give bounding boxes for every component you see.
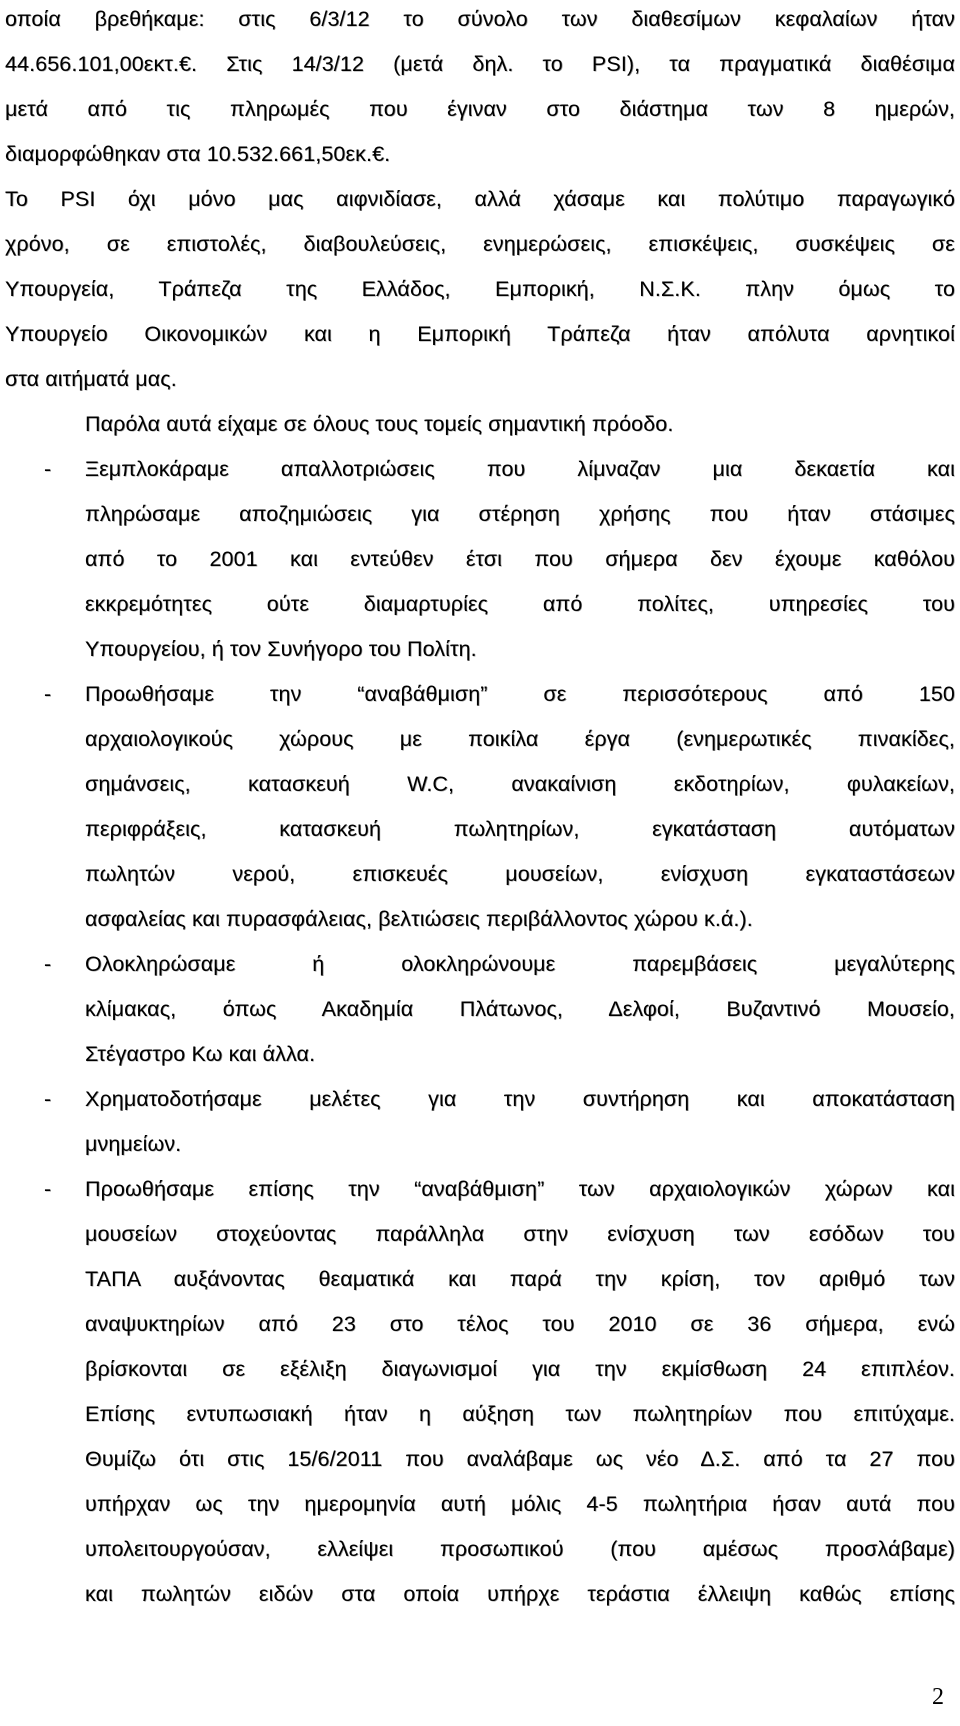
bullet-line: Ολοκληρώσαμε ή ολοκληρώνουμε παρεμβάσεις μεγαλύτερης	[85, 952, 955, 976]
bullet-line: περιφράξεις, κατασκευή πωλητηρίων, εγκατάσταση αυτόματων	[85, 817, 955, 841]
text-line: Υπουργεία, Τράπεζα της Ελλάδος, Εμπορική, Ν.Σ.Κ. πλην όμως το	[5, 277, 955, 301]
bullet-line: μουσείων στοχεύοντας παράλληλα στην ενίσχυση των εσόδων του	[85, 1222, 955, 1246]
bullet-marker: -	[44, 1087, 52, 1111]
bullet-line: αναψυκτηρίων από 23 στο τέλος του 2010 σε 36 σήμερα, ενώ	[85, 1312, 955, 1336]
bullet-line: πωλητών νερού, επισκευές μουσείων, ενίσχυση εγκαταστάσεων	[85, 862, 955, 886]
bullet-line: Προωθήσαμε επίσης την “αναβάθμιση” των αρχαιολογικών χώρων και	[85, 1177, 955, 1201]
bullet-marker: -	[44, 457, 52, 481]
text-line: οποία βρεθήκαμε: στις 6/3/12 το σύνολο των διαθεσίμων κεφαλαίων ήταν	[5, 7, 955, 31]
bullet-line: Υπουργείου, ή τον Συνήγορο του Πολίτη.	[85, 637, 477, 661]
bullet-line: Προωθήσαμε την “αναβάθμιση” σε περισσότερους από 150	[85, 682, 955, 706]
bullet-line: ασφαλείας και πυρασφάλειας, βελτιώσεις περιβάλλοντος χώρου κ.ά.).	[85, 907, 753, 931]
bullet-line: υπήρχαν ως την ημερομηνία αυτή μόλις 4-5 πωλητήρια ήσαν αυτά που	[85, 1492, 955, 1516]
bullet-line: και πωλητών ειδών στα οποία υπήρχε τεράστια έλλειψη καθώς επίσης	[85, 1582, 955, 1606]
text-line: διαμορφώθηκαν στα 10.532.661,50εκ.€.	[5, 142, 391, 166]
text-line: μετά από τις πληρωμές που έγιναν στο διάστημα των 8 ημερών,	[5, 97, 955, 121]
bullet-line: κλίμακας, όπως Ακαδημία Πλάτωνος, Δελφοί, Βυζαντινό Μουσείο,	[85, 997, 955, 1021]
bullet-marker: -	[44, 682, 52, 706]
bullet-line: Στέγαστρο Κω και άλλα.	[85, 1042, 316, 1066]
text-line: Υπουργείο Οικονομικών και η Εμπορική Τράπεζα ήταν απόλυτα αρνητικοί	[5, 322, 955, 346]
bullet-line: πληρώσαμε αποζημιώσεις για στέρηση χρήσης που ήταν στάσιμες	[85, 502, 955, 526]
bullet-line: Χρηματοδοτήσαμε μελέτες για την συντήρηση και αποκατάσταση	[85, 1087, 955, 1111]
text-line: στα αιτήματά μας.	[5, 367, 177, 391]
bullet-marker: -	[44, 1177, 52, 1201]
page-number: 2	[932, 1684, 944, 1710]
text-line: χρόνο, σε επιστολές, διαβουλεύσεις, ενημερώσεις, επισκέψεις, συσκέψεις σε	[5, 232, 955, 256]
bullet-line: μνημείων.	[85, 1132, 182, 1156]
bullet-line: ΤΑΠΑ αυξάνοντας θεαματικά και παρά την κρίση, τον αριθμό των	[85, 1267, 955, 1291]
bullet-line: εκκρεμότητες ούτε διαμαρτυρίες από πολίτες, υπηρεσίες του	[85, 592, 955, 616]
bullet-line: αρχαιολογικούς χώρους με ποικίλα έργα (ενημερωτικές πινακίδες,	[85, 727, 955, 751]
bullet-marker: -	[44, 952, 52, 976]
bullet-line: Ξεμπλοκάραμε απαλλοτριώσεις που λίμναζαν μια δεκαετία και	[85, 457, 955, 481]
bullet-line: υπολειτουργούσαν, ελλείψει προσωπικού (που αμέσως προσλάβαμε)	[85, 1537, 955, 1561]
bullet-line: βρίσκονται σε εξέλιξη διαγωνισμοί για την εκμίσθωση 24 επιπλέον.	[85, 1357, 955, 1381]
bullet-line: σημάνσεις, κατασκευή W.C, ανακαίνιση εκδοτηρίων, φυλακείων,	[85, 772, 955, 796]
bullet-line: Θυμίζω ότι στις 15/6/2011 που αναλάβαμε ως νέο Δ.Σ. από τα 27 που	[85, 1447, 955, 1471]
text-line: Το PSI όχι μόνο μας αιφνιδίασε, αλλά χάσαμε και πολύτιμο παραγωγικό	[5, 187, 955, 211]
text-line: Παρόλα αυτά είχαμε σε όλους τους τομείς σημαντική πρόοδο.	[85, 412, 674, 436]
bullet-line: Επίσης εντυπωσιακή ήταν η αύξηση των πωλητηρίων που επιτύχαμε.	[85, 1402, 955, 1426]
text-line: 44.656.101,00εκτ.€. Στις 14/3/12 (μετά δηλ. το PSI), τα πραγματικά διαθέσιμα	[5, 52, 955, 76]
bullet-line: από το 2001 και εντεύθεν έτσι που σήμερα δεν έχουμε καθόλου	[85, 547, 955, 571]
